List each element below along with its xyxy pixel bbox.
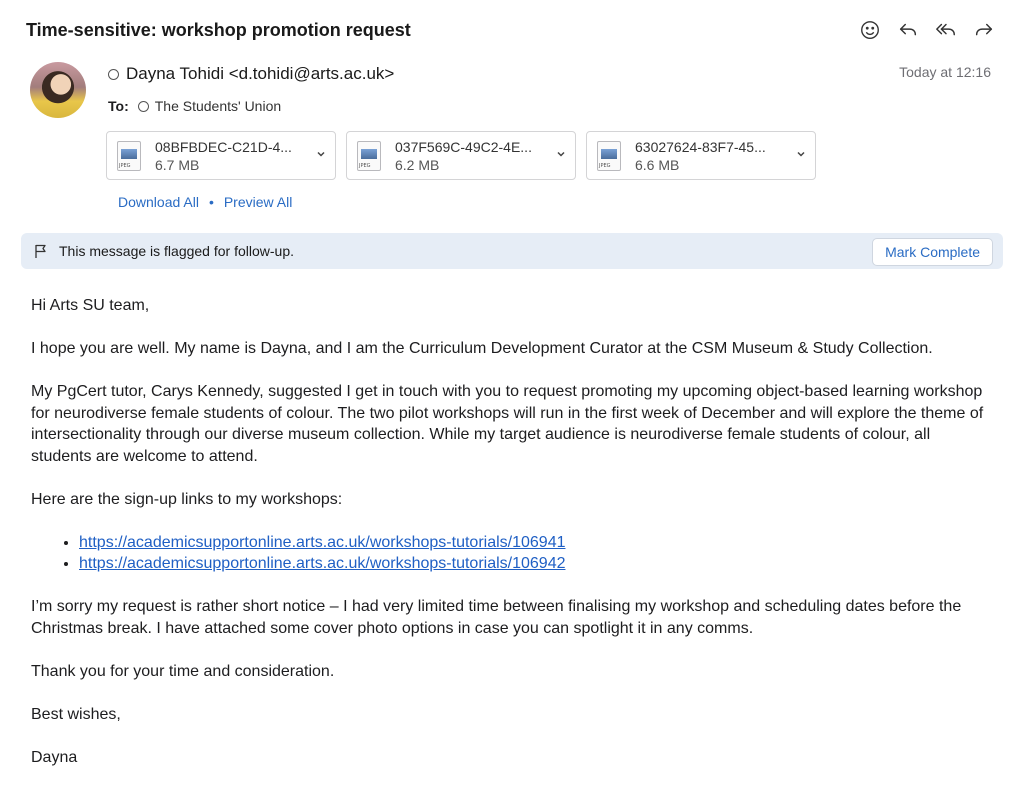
smiley-icon bbox=[859, 19, 881, 41]
signoff: Best wishes, bbox=[31, 705, 121, 723]
body-paragraph: Thank you for your time and consideration. bbox=[31, 662, 335, 680]
attachment-size: 6.2 MB bbox=[395, 156, 440, 173]
attachment-item[interactable] bbox=[106, 131, 336, 180]
reply-all-button[interactable] bbox=[934, 18, 958, 42]
list-item bbox=[79, 553, 991, 575]
attachment-name: 08BFBDEC-C21D-4... bbox=[155, 138, 292, 155]
forward-button[interactable] bbox=[972, 18, 996, 42]
flag-icon bbox=[33, 243, 49, 259]
chevron-down-icon[interactable] bbox=[555, 148, 567, 160]
separator-dot: • bbox=[208, 194, 214, 210]
chevron-down-icon[interactable] bbox=[795, 148, 807, 160]
sender-status-circle-icon bbox=[108, 69, 119, 80]
attachment-name: 037F569C-49C2-4E... bbox=[395, 138, 532, 155]
reply-button[interactable] bbox=[896, 18, 920, 42]
chevron-down-icon[interactable] bbox=[315, 148, 327, 160]
flag-message: This message is flagged for follow-up. bbox=[59, 243, 294, 259]
attachment-name: 63027624-83F7-45... bbox=[635, 138, 766, 155]
recipient-name: The Students' Union bbox=[154, 98, 282, 114]
jpeg-file-icon: JPEG bbox=[357, 141, 381, 171]
sender-row bbox=[108, 64, 394, 84]
greeting: Hi Arts SU team, bbox=[31, 297, 150, 314]
reply-icon bbox=[897, 19, 919, 41]
list-item bbox=[79, 532, 991, 554]
recipient-status-circle-icon bbox=[138, 101, 149, 112]
forward-icon bbox=[973, 19, 995, 41]
sender-name[interactable]: Dayna Tohidi <d.tohidi@arts.ac.uk> bbox=[126, 64, 395, 83]
email-toolbar bbox=[858, 18, 996, 42]
reply-all-icon bbox=[935, 19, 957, 41]
timestamp: Today at 12:16 bbox=[899, 64, 991, 80]
jpeg-file-icon: JPEG bbox=[117, 141, 141, 171]
attachment-size: 6.6 MB bbox=[635, 156, 680, 173]
signup-link[interactable]: https://academicsupportonline.arts.ac.uk/workshops-tutorials/106941 bbox=[79, 533, 566, 551]
body-paragraph: I’m sorry my request is rather short notice – I had very limited time between finalising my workshop and scheduling dates before the Christmas break. I have attached some cover photo options in case you can spotlight it in any comms. bbox=[31, 598, 962, 637]
signup-link[interactable]: https://academicsupportonline.arts.ac.uk/workshops-tutorials/106942 bbox=[79, 555, 566, 572]
email-subject: Time-sensitive: workshop promotion request bbox=[26, 20, 411, 40]
attachments-list bbox=[106, 131, 816, 180]
attachment-size: 6.7 MB bbox=[155, 156, 200, 173]
body-paragraph: My PgCert tutor, Carys Kennedy, suggested I get in touch with you to request promoting my upcoming object-based learning workshop for neurodiverse female students of colour. The two pilot workshops will run in the first week of December and will explore the theme of intersectionality through our diverse museum collection. While my target audience is neurodiverse female students of colour, all students are welcome to attend. bbox=[31, 383, 984, 465]
email-body bbox=[31, 295, 991, 790]
attachment-item[interactable] bbox=[586, 131, 816, 180]
download-all-link[interactable]: Download All bbox=[118, 194, 199, 210]
follow-up-flag-bar bbox=[21, 233, 1003, 269]
mark-complete-button[interactable]: Mark Complete bbox=[872, 238, 993, 266]
body-paragraph: Here are the sign-up links to my workshops: bbox=[31, 490, 343, 508]
attachment-item[interactable] bbox=[346, 131, 576, 180]
body-paragraph: I hope you are well. My name is Dayna, and I am the Curriculum Development Curator at the CSM Museum & Study Collection. bbox=[31, 340, 933, 357]
attachment-actions bbox=[118, 194, 292, 210]
to-row bbox=[108, 98, 281, 114]
reaction-button[interactable] bbox=[858, 18, 882, 42]
jpeg-file-icon: JPEG bbox=[597, 141, 621, 171]
recipient[interactable] bbox=[138, 98, 281, 114]
signature: Dayna bbox=[31, 748, 78, 766]
links-list bbox=[31, 532, 991, 575]
to-label: To: bbox=[108, 98, 129, 114]
sender-avatar[interactable] bbox=[30, 62, 86, 118]
preview-all-link[interactable]: Preview All bbox=[223, 194, 293, 210]
